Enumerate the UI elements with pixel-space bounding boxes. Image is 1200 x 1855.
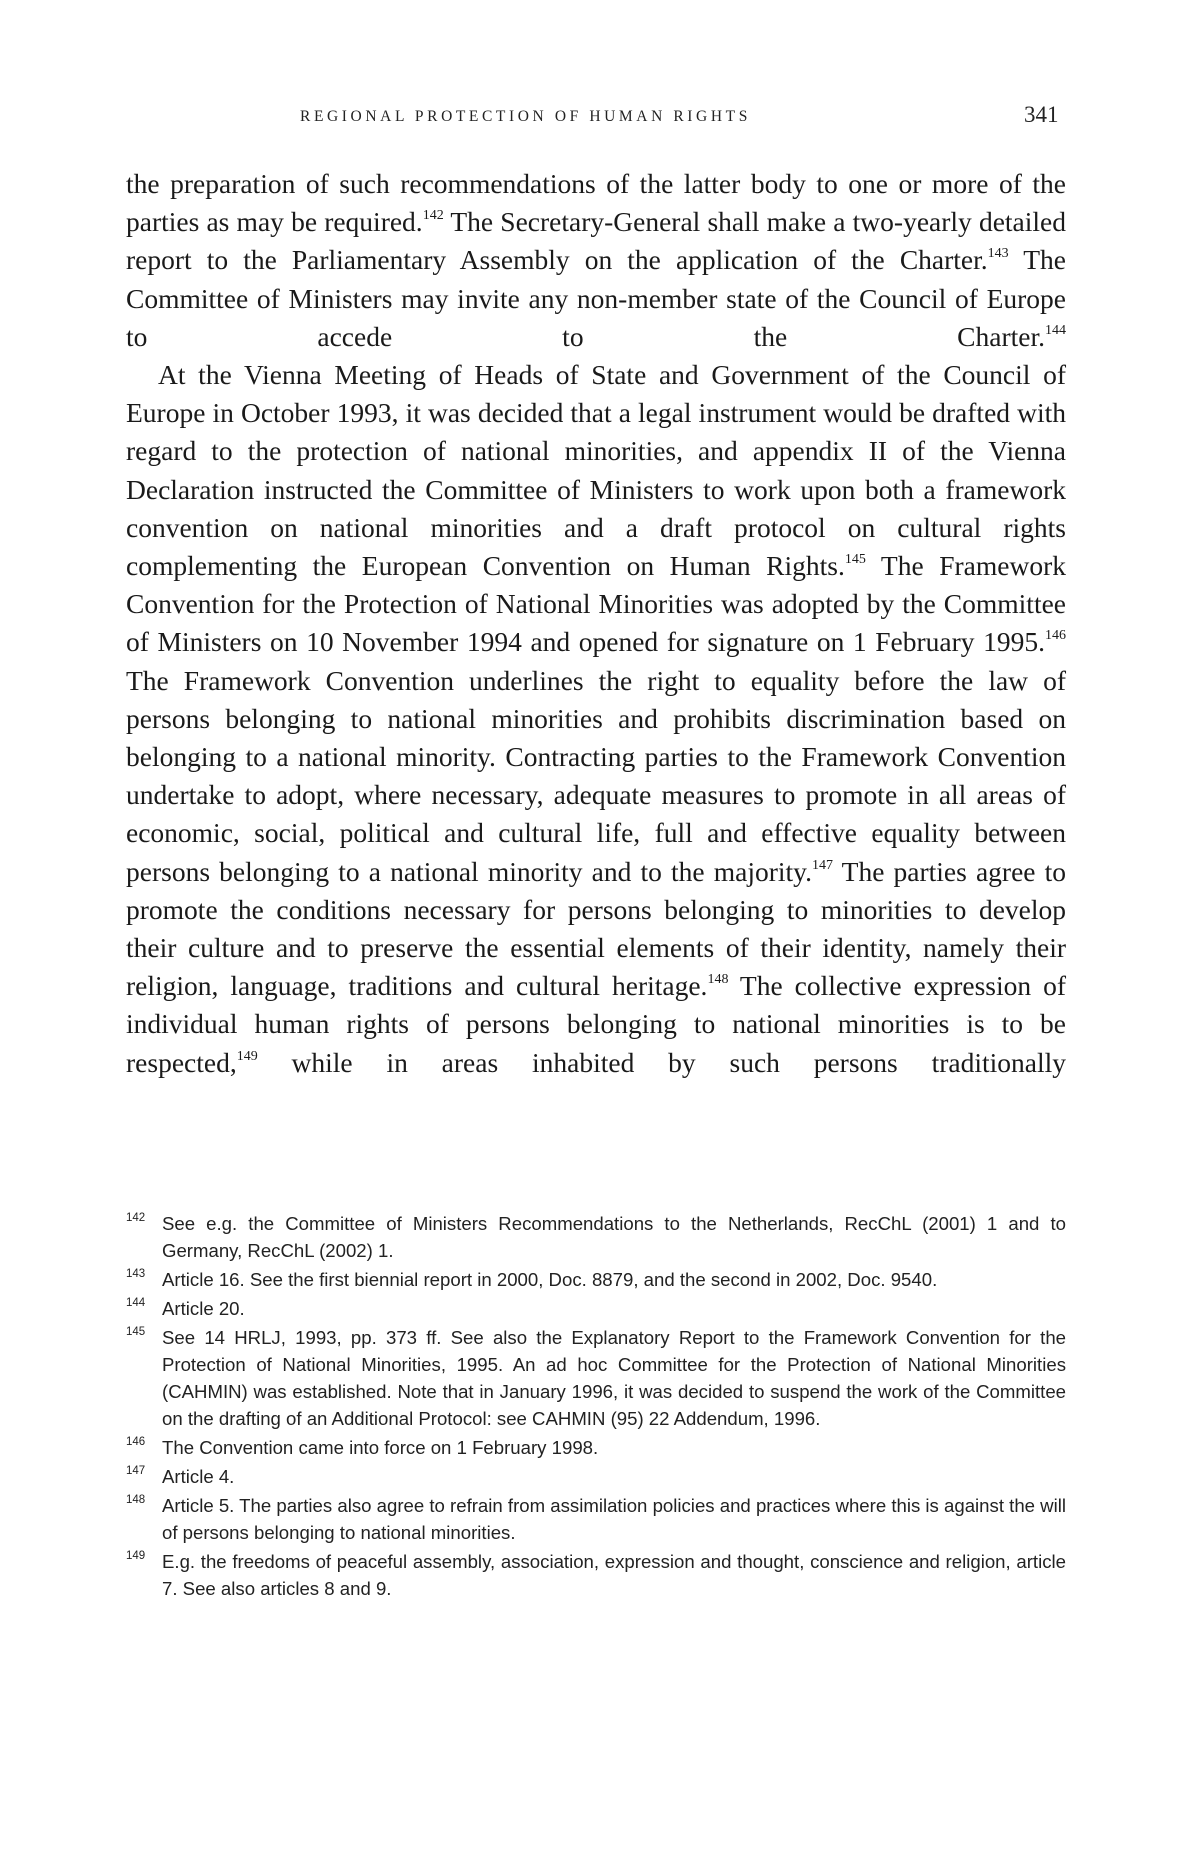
footnote-number: 145: [126, 1326, 146, 1338]
footnote-ref: 147: [812, 857, 834, 873]
paragraph-1: [126, 165, 1066, 356]
running-head: REGIONAL PROTECTION OF HUMAN RIGHTS: [300, 108, 751, 125]
footnote-number: 142: [126, 1212, 146, 1224]
footnote-ref: 148: [707, 972, 729, 988]
footnote: [126, 1295, 1066, 1322]
footnote-number: 148: [126, 1494, 146, 1506]
footnote: [126, 1434, 1066, 1461]
footnote-text: Article 5. The parties also agree to refrain from assimilation policies and practices where this is against the will of persons belonging to national minorities.: [162, 1495, 1066, 1543]
footnotes: [126, 1210, 1066, 1604]
footnote: [126, 1324, 1066, 1432]
footnote-ref: 142: [422, 208, 444, 224]
footnote-ref: 149: [236, 1048, 258, 1064]
body-text: [126, 165, 1066, 1082]
footnote-ref: 146: [1045, 628, 1066, 644]
footnote-number: 143: [126, 1268, 146, 1280]
paragraph-text: The Framework Convention underlines the right to equality before the law of persons belonging to national minorities and prohibits discrimination based on belonging to a national minority. Contracting parties to the Framework Convention undertake to adopt, where necessary, adequate measures to promote in all areas of economic, social, political and cultural life, full and effective equality between persons belonging to a national minority and to the majority.: [126, 664, 1066, 887]
paragraph-text: The parties agree to promote the conditions necessary for persons belonging to minorities to develop their culture and to preserve the essential elements of their identity, namely their religion, language, traditions and cultural heritage.: [126, 855, 1066, 1002]
paragraph-text: The collective expression of individual human rights of persons belonging to national minorities is to be respected,: [126, 970, 1067, 1078]
footnote: [126, 1210, 1066, 1264]
footnote-ref: 143: [987, 246, 1009, 262]
paragraph-text: The Framework Convention for the Protection of National Minorities was adopted by the Committee of Ministers on 10 November 1994 and opened for signature on 1 February 1995.: [126, 550, 1066, 658]
footnote: [126, 1492, 1066, 1546]
footnote-number: 144: [126, 1297, 146, 1309]
footnote: [126, 1548, 1066, 1602]
footnote-number: 149: [126, 1550, 146, 1562]
paragraph-text: At the Vienna Meeting of Heads of State and Government of the Council of Europe in October 1993, it was decided that a legal instrument would be drafted with regard to the protection of national minorities, and appendix II of the Vienna Declaration instructed the Committee of Ministers to work upon both a framework convention on national minorities and a draft protocol on cultural rights complementing the European Convention on Human Rights.: [126, 359, 1066, 582]
paragraph-text: The Committee of Ministers may invite any non-member state of the Council of Europe to accede to the Charter.: [126, 244, 1066, 352]
footnote-number: 146: [126, 1436, 146, 1448]
footnote-text: See 14 HRLJ, 1993, pp. 373 ff. See also the Explanatory Report to the Framework Convention for the Protection of National Minorities, 1995. An ad hoc Committee for the Protection of National Minorities (CAHMIN) was established. Note that in January 1996, it was decided to suspend the work of the Committee on the drafting of an Additional Protocol: see CAHMIN (95) 22 Addendum, 1996.: [162, 1327, 1066, 1429]
footnote-ref: 144: [1045, 322, 1066, 338]
footnote-number: 147: [126, 1465, 146, 1477]
paragraph-text: the preparation of such recommendations of the latter body to one or more of the parties as may be required.: [126, 168, 1066, 238]
footnote: [126, 1266, 1066, 1293]
footnote-ref: 145: [844, 552, 866, 568]
page-number: 341: [1024, 102, 1059, 127]
paragraph-text: The Secretary-General shall make a two-yearly detailed report to the Parliamentary Assembly on the application of the Charter.: [126, 206, 1066, 276]
footnote: [126, 1463, 1066, 1490]
footnote-text: E.g. the freedoms of peaceful assembly, association, expression and thought, conscience and religion, article 7. See also articles 8 and 9.: [162, 1551, 1066, 1599]
footnote-text: Article 16. See the first biennial report in 2000, Doc. 8879, and the second in 2002, Doc. 9540.: [162, 1269, 938, 1290]
footnote-text: Article 4.: [162, 1466, 235, 1487]
paragraph-2: [126, 356, 1066, 1082]
footnote-text: Article 20.: [162, 1298, 245, 1319]
footnote-text: The Convention came into force on 1 February 1998.: [162, 1437, 599, 1458]
paragraph-text: while in areas inhabited by such persons traditionally: [257, 1046, 1066, 1078]
footnote-text: See e.g. the Committee of Ministers Recommendations to the Netherlands, RecChL (2001) 1 and to Germany, RecChL (2002) 1.: [162, 1213, 1066, 1261]
